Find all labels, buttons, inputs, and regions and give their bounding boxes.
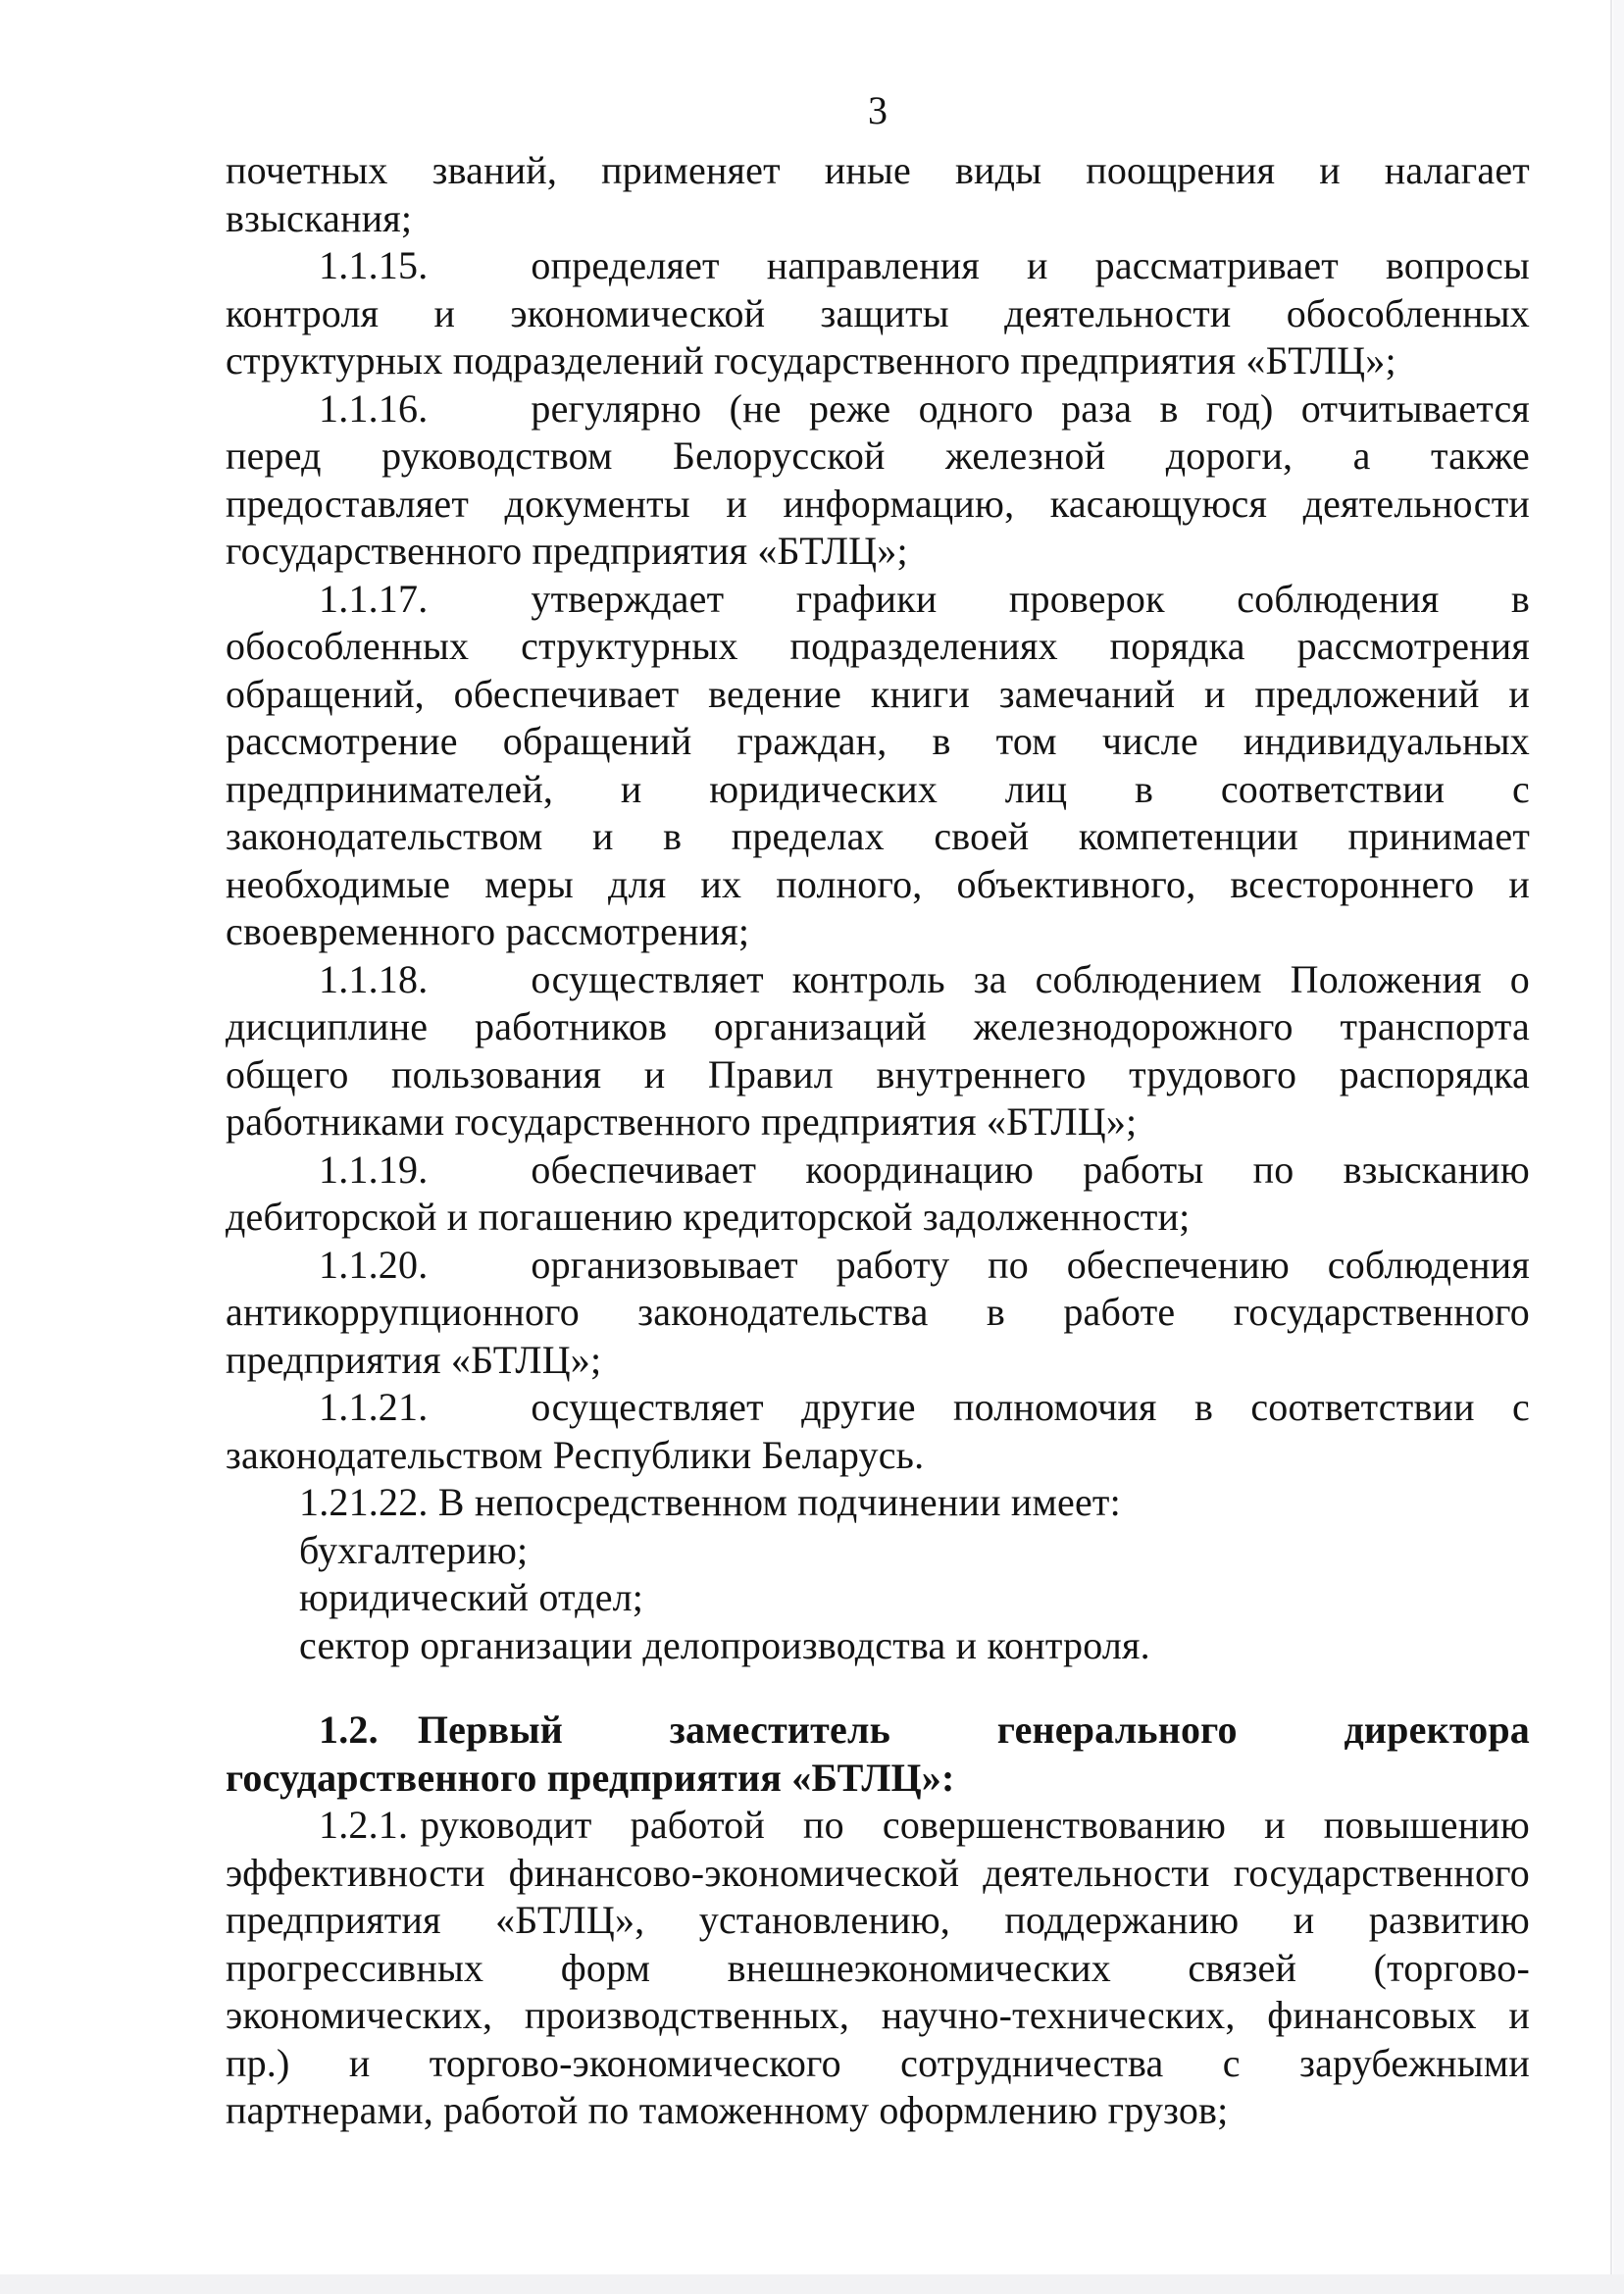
text-line: экономических, производственных, научно-технических, финансовых и <box>226 1993 1530 2037</box>
number-tab-space <box>428 1419 531 1420</box>
text-line: законодательством и в пределах своей компетенции принимает <box>226 814 1530 858</box>
document-body <box>226 147 1530 2135</box>
text-line: государственного предприятия «БТЛЦ»; <box>226 529 908 573</box>
item-1-1-18 <box>226 956 1530 1147</box>
sub-item-legal-department <box>226 1574 1530 1622</box>
text-line: юридический отдел; <box>299 1575 644 1619</box>
text-line: предоставляет документы и информацию, касающуюся деятельности <box>226 481 1530 526</box>
text-line: дисциплине работников организаций железнодорожного транспорта <box>226 1004 1530 1048</box>
number-tab-space <box>428 992 531 993</box>
text-line: государственного предприятия «БТЛЦ»: <box>226 1755 955 1800</box>
item-1-2-1 <box>226 1802 1530 2135</box>
number-tab-space <box>428 278 531 279</box>
text-line: предпринимателей, и юридических лиц в соответствии с <box>226 766 1530 811</box>
text-line: эффективности финансово-экономической деятельности государственного <box>226 1850 1530 1895</box>
text-line: необходимые меры для их полного, объективного, всестороннего и <box>226 861 1530 906</box>
number-tab-space <box>428 1277 531 1278</box>
section-gap <box>226 1669 1530 1707</box>
text-line: бухгалтерию; <box>299 1527 529 1572</box>
text-line: 1.1.21. осуществляет другие полномочия в соответствии с <box>319 1385 1530 1429</box>
text-line: 1.1.16. регулярно (не реже одного раза в год) отчитывается <box>319 385 1530 431</box>
text-line: партнерами, работой по таможенному оформлению грузов; <box>226 2088 1229 2132</box>
text-line: прогрессивных форм внешнеэкономических связей (торгово- <box>226 1945 1530 1990</box>
text-line: 1.1.17. утверждает графики проверок соблюдения в <box>319 576 1530 621</box>
para-continuation <box>226 147 1530 242</box>
text-line: почетных званий, применяет иные виды поощрения и налагает <box>226 148 1530 192</box>
item-1-1-17 <box>226 576 1530 956</box>
text-line: законодательством Республики Беларусь. <box>226 1432 925 1477</box>
number-tab-space <box>379 1742 418 1743</box>
text-line: дебиторской и погашению кредиторской задолженности; <box>226 1195 1191 1239</box>
scan-bottom-edge-strip <box>0 2274 1624 2294</box>
text-line: 1.21.22. В непосредственном подчинении имеет: <box>299 1480 1121 1524</box>
text-line: 1.1.18. осуществляет контроль за соблюдением Положения о <box>319 956 1530 1001</box>
number-tab-space <box>408 1837 420 1838</box>
scan-right-margin-strip <box>1613 0 1624 2294</box>
text-line: работниками государственного предприятия «БТЛЦ»; <box>226 1099 1138 1144</box>
item-1-1-16 <box>226 385 1530 576</box>
text-line: антикоррупционного законодательства в работе государственного <box>226 1290 1530 1334</box>
text-line: предприятия «БТЛЦ», установлению, поддержанию и развитию <box>226 1898 1530 1942</box>
scan-right-edge-line <box>1610 0 1612 2294</box>
number-tab-space <box>428 421 531 422</box>
item-1-1-19 <box>226 1147 1530 1242</box>
sub-item-accounting <box>226 1527 1530 1575</box>
item-1-1-20 <box>226 1242 1530 1385</box>
text-line: 1.1.20. организовывает работу по обеспечению соблюдения <box>319 1242 1530 1287</box>
item-1-1-21 <box>226 1384 1530 1479</box>
heading-1-2 <box>226 1707 1530 1802</box>
text-line: 1.2.1. руководит работой по совершенствованию и повышению <box>319 1803 1530 1847</box>
item-1-21-22 <box>226 1479 1530 1527</box>
text-line: перед руководством Белорусской железной дороги, а также <box>226 433 1530 478</box>
text-line: контроля и экономической защиты деятельности обособленных <box>226 290 1530 335</box>
number-tab-space <box>428 1182 531 1183</box>
text-line: сектор организации делопроизводства и контроля. <box>299 1622 1150 1667</box>
text-line: рассмотрение обращений граждан, в том числе индивидуальных <box>226 719 1530 763</box>
text-line: общего пользования и Правил внутреннего трудового распорядка <box>226 1051 1530 1096</box>
page-number: 3 <box>868 88 888 132</box>
item-1-1-15 <box>226 242 1530 385</box>
text-line: своевременного рассмотрения; <box>226 909 750 953</box>
text-line: пр.) и торгово-экономического сотрудничества с зарубежными <box>226 2040 1530 2085</box>
text-line: 1.1.15. определяет направления и рассматривает вопросы <box>319 243 1530 287</box>
text-line: 1.2. Первый заместитель генерального директора <box>319 1708 1530 1752</box>
number-tab-space <box>428 611 531 612</box>
sub-item-records-sector <box>226 1622 1530 1670</box>
text-line: обращений, обеспечивает ведение книги замечаний и предложений и <box>226 671 1530 716</box>
text-line: взыскания; <box>226 195 413 240</box>
text-column <box>226 86 1530 2135</box>
text-line: предприятия «БТЛЦ»; <box>226 1337 602 1382</box>
text-line: структурных подразделений государственного предприятия «БТЛЦ»; <box>226 338 1396 382</box>
text-line: 1.1.19. обеспечивает координацию работы по взысканию <box>319 1147 1530 1192</box>
text-line: обособленных структурных подразделениях порядка рассмотрения <box>226 624 1530 668</box>
